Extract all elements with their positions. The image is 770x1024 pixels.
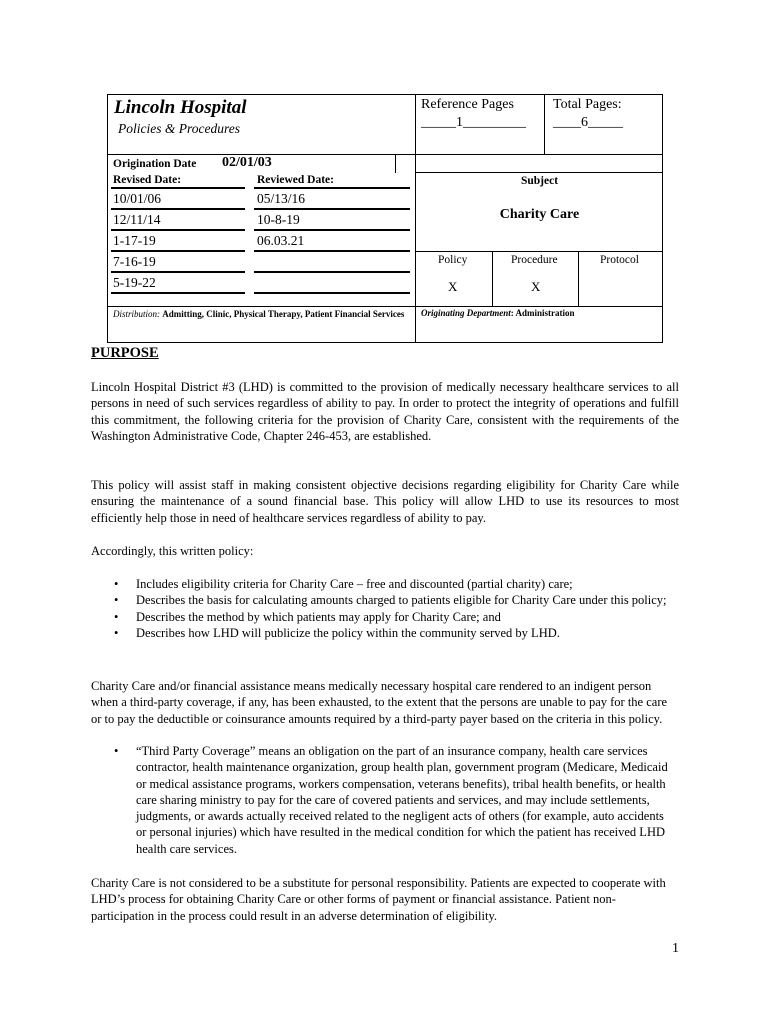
type-procedure-label: Procedure (511, 254, 558, 266)
reference-pages-value: _____1_________ (421, 115, 526, 130)
type-policy-label: Policy (438, 254, 468, 266)
reviewed-date: 10-8-19 (257, 212, 300, 227)
total-pages-label: Total Pages: (553, 97, 622, 112)
subject-value: Charity Care (499, 207, 580, 222)
dept-value: : Administration (510, 308, 575, 318)
list-item: • Describes the basis for calculating amounts charged to patients eligible for Charity Care under this policy; (114, 593, 667, 608)
origination-date-value: 02/01/03 (222, 155, 272, 170)
distribution-value: Admitting, Clinic, Physical Therapy, Patient Financial Services (162, 309, 405, 319)
hospital-name: Lincoln Hospital (114, 97, 247, 118)
header-subtitle: Policies & Procedures (118, 121, 240, 136)
revised-date: 5-19-22 (113, 275, 156, 290)
reviewed-date: 05/13/16 (257, 191, 306, 206)
dept-label: Originating Department (421, 308, 511, 318)
type-protocol-label: Protocol (600, 254, 639, 266)
revised-date: 1-17-19 (113, 233, 156, 248)
revised-date: 7-16-19 (113, 254, 156, 269)
revised-date: 10/01/06 (113, 191, 162, 206)
reviewed-date-label: Reviewed Date: (257, 174, 334, 186)
paragraph-4: Charity Care and/or financial assistance means medically necessary hospital care rendered to an indigent person when a third-party coverage, if any, has been exhausted, to the extent that the persons are unable to pay for the care or to pay the deductible or coinsurance amounts required by a third-party payer based on the criteria in this policy. (91, 679, 668, 726)
list-item: • Includes eligibility criteria for Charity Care – free and discounted (partial charity) care; (114, 577, 573, 591)
paragraph-5: Charity Care is not considered to be a substitute for personal responsibility. Patients are expected to cooperate with LHD’s process for obtaining Charity Care or other forms of payment or financial assistance. Patient non-participation in the process could result in an adverse determination of eligibility. (91, 876, 666, 923)
list-item: • “Third Party Coverage” means an obligation on the part of an insurance company, health care services contractor, health maintenance organization, group health plan, government program (Medicare, Medicaid or medical assistance programs, workers compensation, veterans benefits), tribal health benefits, or health care sharing ministry to pay for the care of covered patients and services, and may include settlements, judgments, or awards actually received related to the negligent acts of others (for example, auto accidents or personal injuries) which have resulted in the medical condition for which the patient has received LHD health care services. (114, 744, 668, 856)
subject-label: Subject (520, 175, 559, 187)
origination-date-label: Origination Date (113, 158, 197, 170)
coverage-bullet-list (114, 743, 674, 857)
paragraph-3: Accordingly, this written policy: (91, 544, 254, 558)
distribution-label: Distribution: (113, 309, 161, 319)
page-number: 1 (672, 941, 679, 956)
originating-department (421, 308, 575, 318)
policy-checkmark: X (448, 279, 458, 294)
revised-date: 12/11/14 (113, 212, 161, 227)
paragraph-2: This policy will assist staff in making consistent objective decisions regarding eligibility for Charity Care while ensuring the maintenance of a sound financial base. This policy will allow LHD to use its resources to most efficiently help those in need of healthcare services regardless of ability to pay. (91, 478, 679, 525)
policy-bullet-list (114, 576, 680, 641)
policy-header-table (107, 94, 663, 343)
reference-pages-label: Reference Pages (421, 97, 514, 112)
distribution-line (113, 308, 413, 321)
list-item: • Describes the method by which patients may apply for Charity Care; and (114, 609, 501, 624)
purpose-heading: PURPOSE (91, 345, 159, 361)
list-item: • Describes how LHD will publicize the policy within the community served by LHD. (114, 625, 560, 640)
procedure-checkmark: X (531, 279, 541, 294)
reviewed-date: 06.03.21 (257, 233, 305, 248)
paragraph-1: Lincoln Hospital District #3 (LHD) is committed to the provision of medically necessary healthcare services to all persons in need of such services regardless of ability to pay. In order to protect the integrity of operations and fulfill this commitment, the following criteria for the provision of Charity Care, consistent with the requirements of the Washington Administrative Code, Chapter 246-453, are established. (91, 380, 679, 443)
total-pages-value: ____6_____ (553, 115, 623, 130)
revised-date-label: Revised Date: (113, 174, 182, 186)
